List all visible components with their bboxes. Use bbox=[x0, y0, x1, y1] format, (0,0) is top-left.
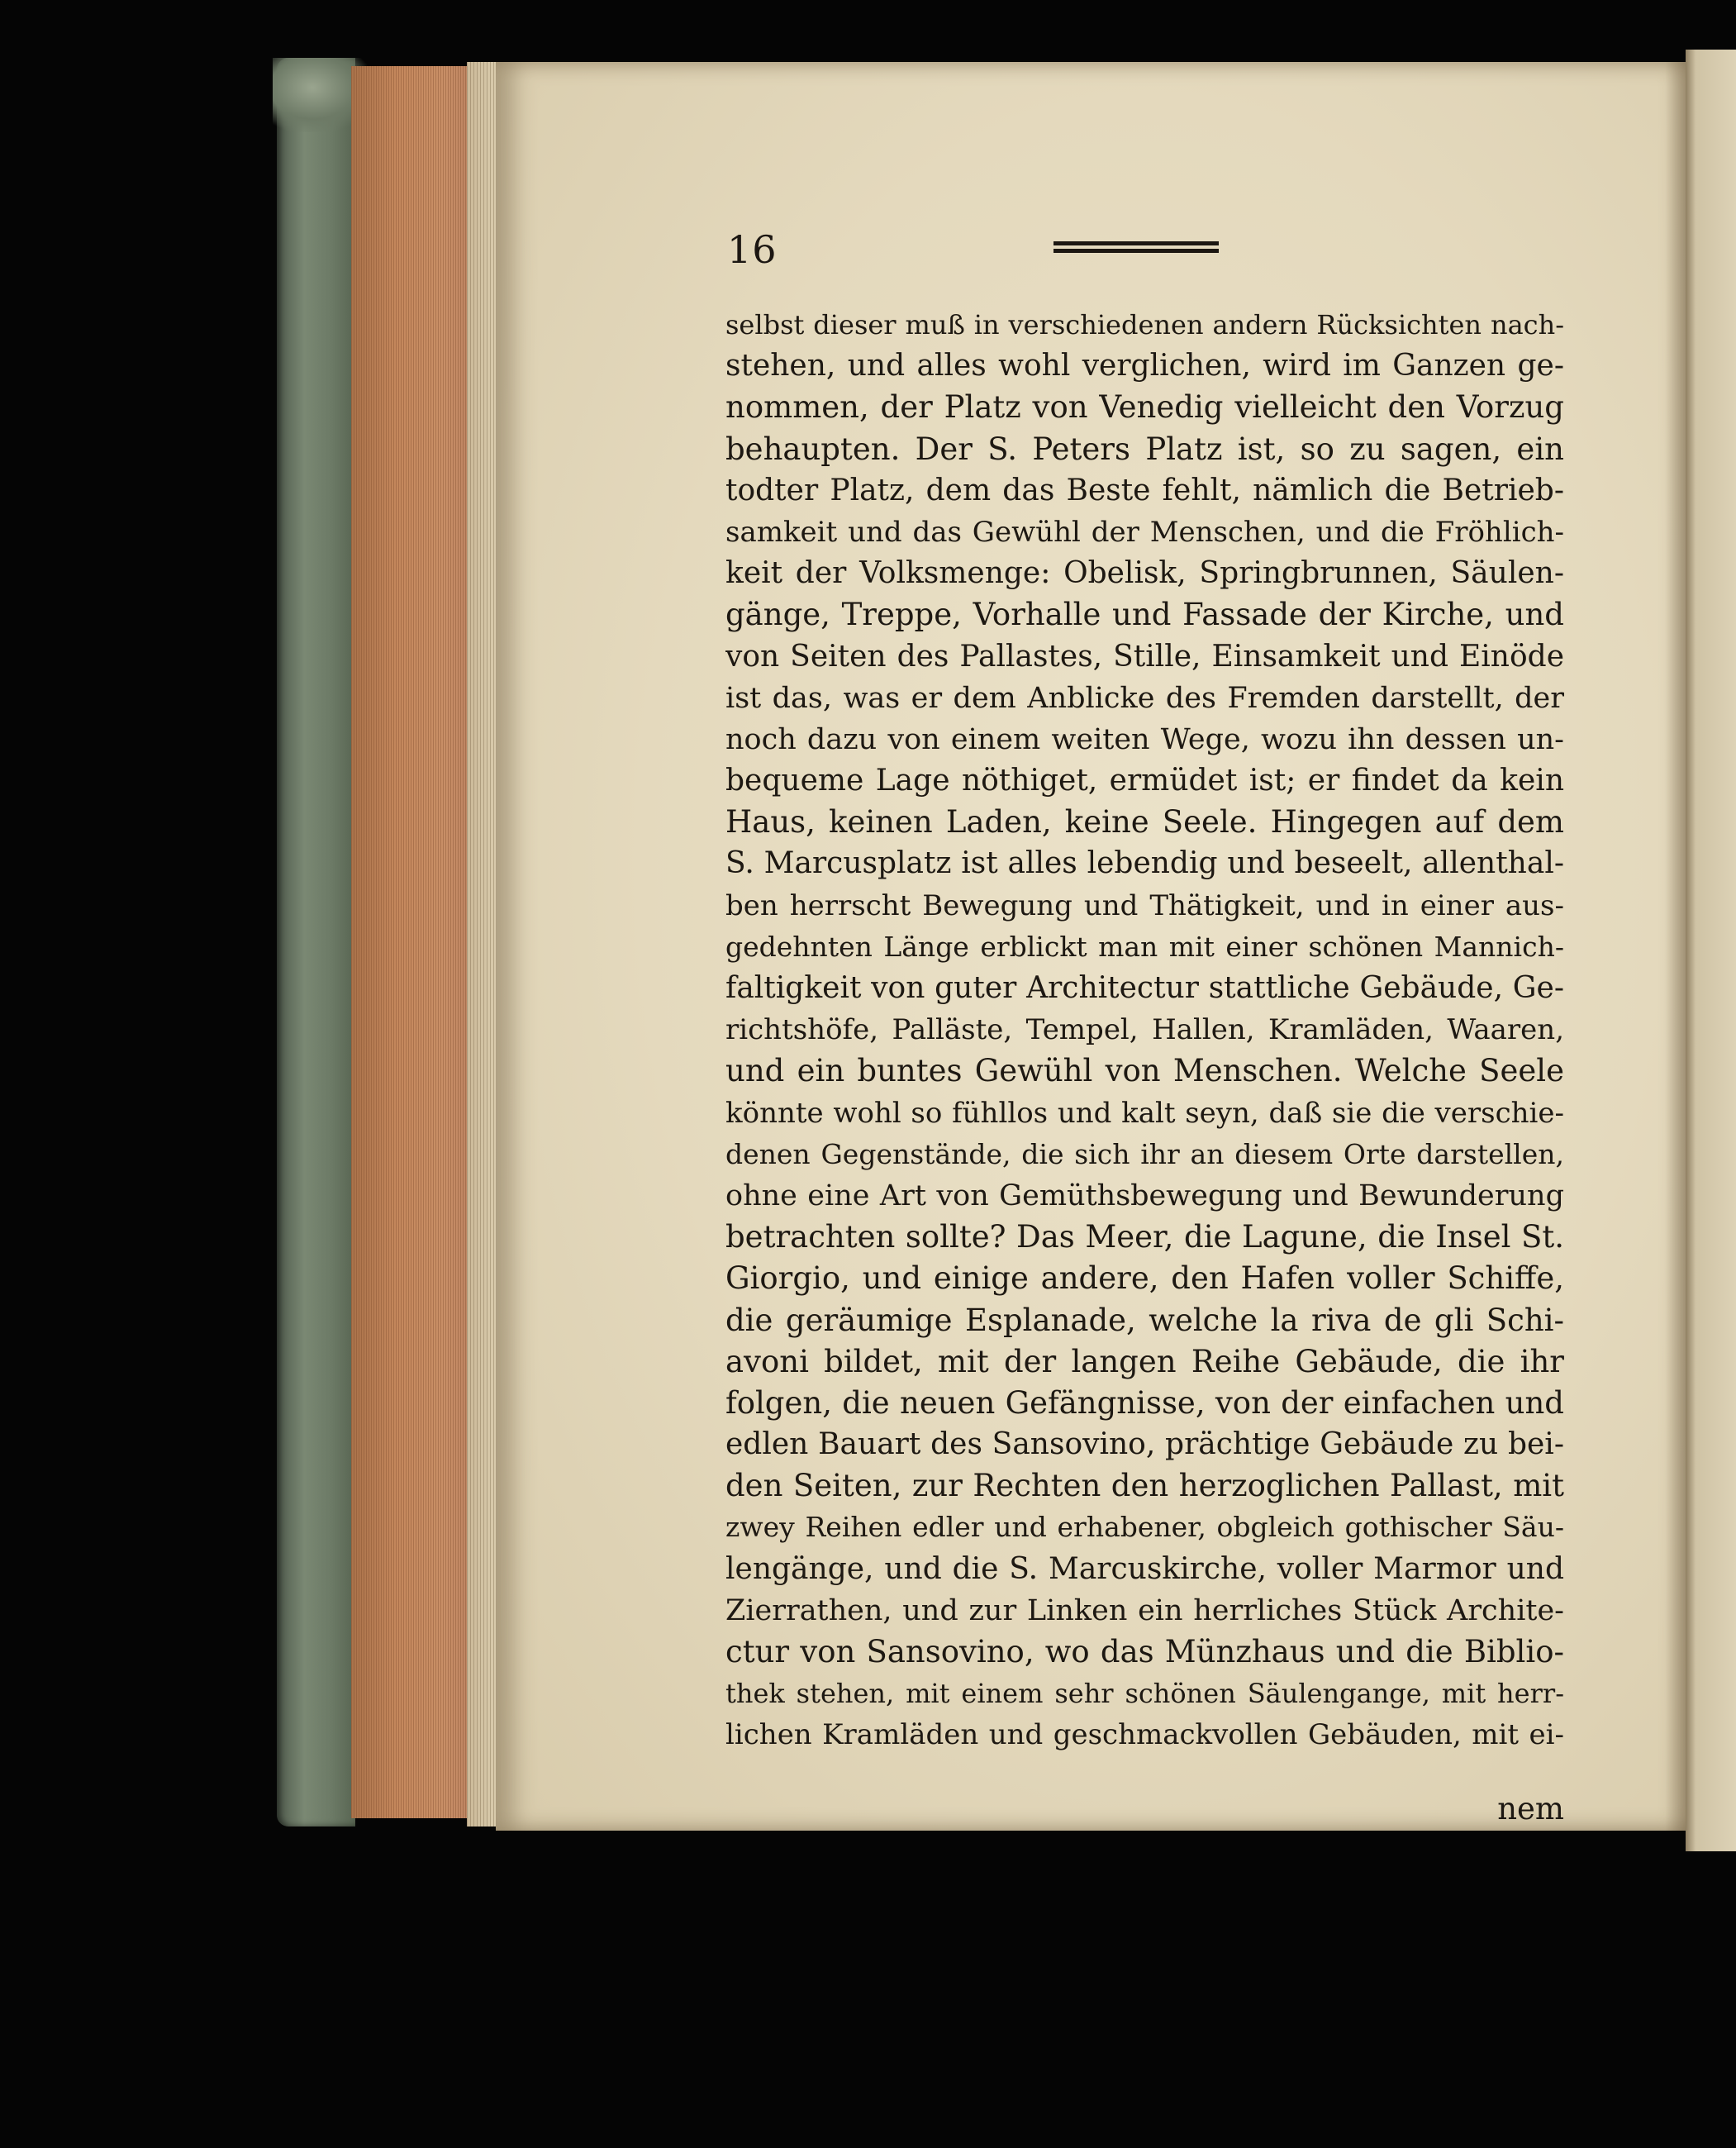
text-line: gedehnten Länge erblickt man mit einer schönen Mannich- bbox=[725, 930, 1564, 963]
text-line: betrachten sollte? Das Meer, die Lagune, die Insel St. bbox=[725, 1219, 1564, 1255]
text-line: Zierrathen, und zur Linken ein herrliches Stück Archite- bbox=[725, 1593, 1564, 1627]
text-line: ctur von Sansovino, wo das Münzhaus und die Biblio- bbox=[725, 1634, 1564, 1669]
text-line: edlen Bauart des Sansovino, prächtige Gebäude zu bei- bbox=[725, 1427, 1564, 1462]
catchword-line bbox=[725, 1791, 1564, 1827]
text-line: S. Marcusplatz ist alles lebendig und beseelt, allenthal- bbox=[725, 846, 1564, 881]
text-line: gänge, Treppe, Vorhalle und Fassade der Kirche, und bbox=[725, 597, 1564, 633]
text-line: avoni bildet, mit der langen Reihe Gebäude, die ihr bbox=[725, 1343, 1564, 1379]
facing-page-edge bbox=[1686, 50, 1736, 1851]
text-line: Giorgio, und einige andere, den Hafen voller Schiffe, bbox=[725, 1260, 1564, 1297]
text-line: stehen, und alles wohl verglichen, wird im Ganzen ge- bbox=[725, 349, 1564, 383]
text-line: könnte wohl so fühllos und kalt seyn, daß sie die verschie- bbox=[725, 1096, 1564, 1130]
text-line: von Seiten des Pallastes, Stille, Einsamkeit und Einöde bbox=[725, 639, 1564, 674]
text-line: den Seiten, zur Rechten den herzoglichen Pallast, mit bbox=[725, 1468, 1564, 1504]
text-line: zwey Reihen edler und erhabener, obgleich gothischer Säu- bbox=[725, 1511, 1564, 1544]
text-line: Haus, keinen Laden, keine Seele. Hingegen auf dem bbox=[725, 804, 1564, 841]
text-line: lengänge, und die S. Marcuskirche, voller Marmor und bbox=[725, 1551, 1564, 1586]
text-line: ben herrscht Bewegung und Thätigkeit, und in einer aus- bbox=[725, 888, 1564, 922]
header-rule bbox=[1053, 241, 1219, 253]
text-line: behaupten. Der S. Peters Platz ist, so zu sagen, ein bbox=[725, 431, 1564, 467]
text-line: nommen, der Platz von Venedig vielleicht den Vorzug bbox=[725, 389, 1564, 426]
text-line: lichen Kramläden und geschmackvollen Gebäuden, mit ei- bbox=[725, 1718, 1564, 1752]
text-line: bequeme Lage nöthiget, ermüdet ist; er findet da kein bbox=[725, 764, 1564, 798]
text-line: keit der Volksmenge: Obelisk, Springbrunnen, Säulen- bbox=[725, 556, 1564, 591]
text-line: todter Platz, dem das Beste fehlt, nämlich die Betrieb- bbox=[725, 473, 1564, 507]
text-line: thek stehen, mit einem sehr schönen Säulengange, mit herr- bbox=[725, 1678, 1564, 1710]
text-line: ohne eine Art von Gemüthsbewegung und Bewunderung bbox=[725, 1179, 1564, 1212]
text-line: noch dazu von einem weiten Wege, wozu ihn dessen un- bbox=[725, 722, 1564, 756]
text-line: samkeit und das Gewühl der Menschen, und die Fröhlich- bbox=[725, 515, 1564, 549]
page-number: 16 bbox=[727, 227, 778, 272]
text-line: ist das, was er dem Anblicke des Fremden darstellt, der bbox=[725, 681, 1564, 715]
text-line: die geräumige Esplanade, welche la riva de gli Schi- bbox=[725, 1302, 1564, 1338]
text-line: und ein buntes Gewühl von Menschen. Welche Seele bbox=[725, 1053, 1564, 1089]
book-cover bbox=[277, 58, 355, 1827]
text-line: faltigkeit von guter Architectur stattliche Gebäude, Ge- bbox=[725, 971, 1564, 1005]
text-line: folgen, die neuen Gefängnisse, von der einfachen und bbox=[725, 1384, 1564, 1421]
text-line: richtshöfe, Palläste, Tempel, Hallen, Kramläden, Waaren, bbox=[725, 1013, 1564, 1047]
body-text bbox=[725, 304, 1564, 1756]
text-line: denen Gegenstände, die sich ihr an diesem Orte darstellen, bbox=[725, 1137, 1564, 1170]
catchword: nem bbox=[1497, 1791, 1564, 1827]
text-line: selbst dieser muß in verschiedenen andern Rücksichten nach- bbox=[725, 309, 1564, 341]
